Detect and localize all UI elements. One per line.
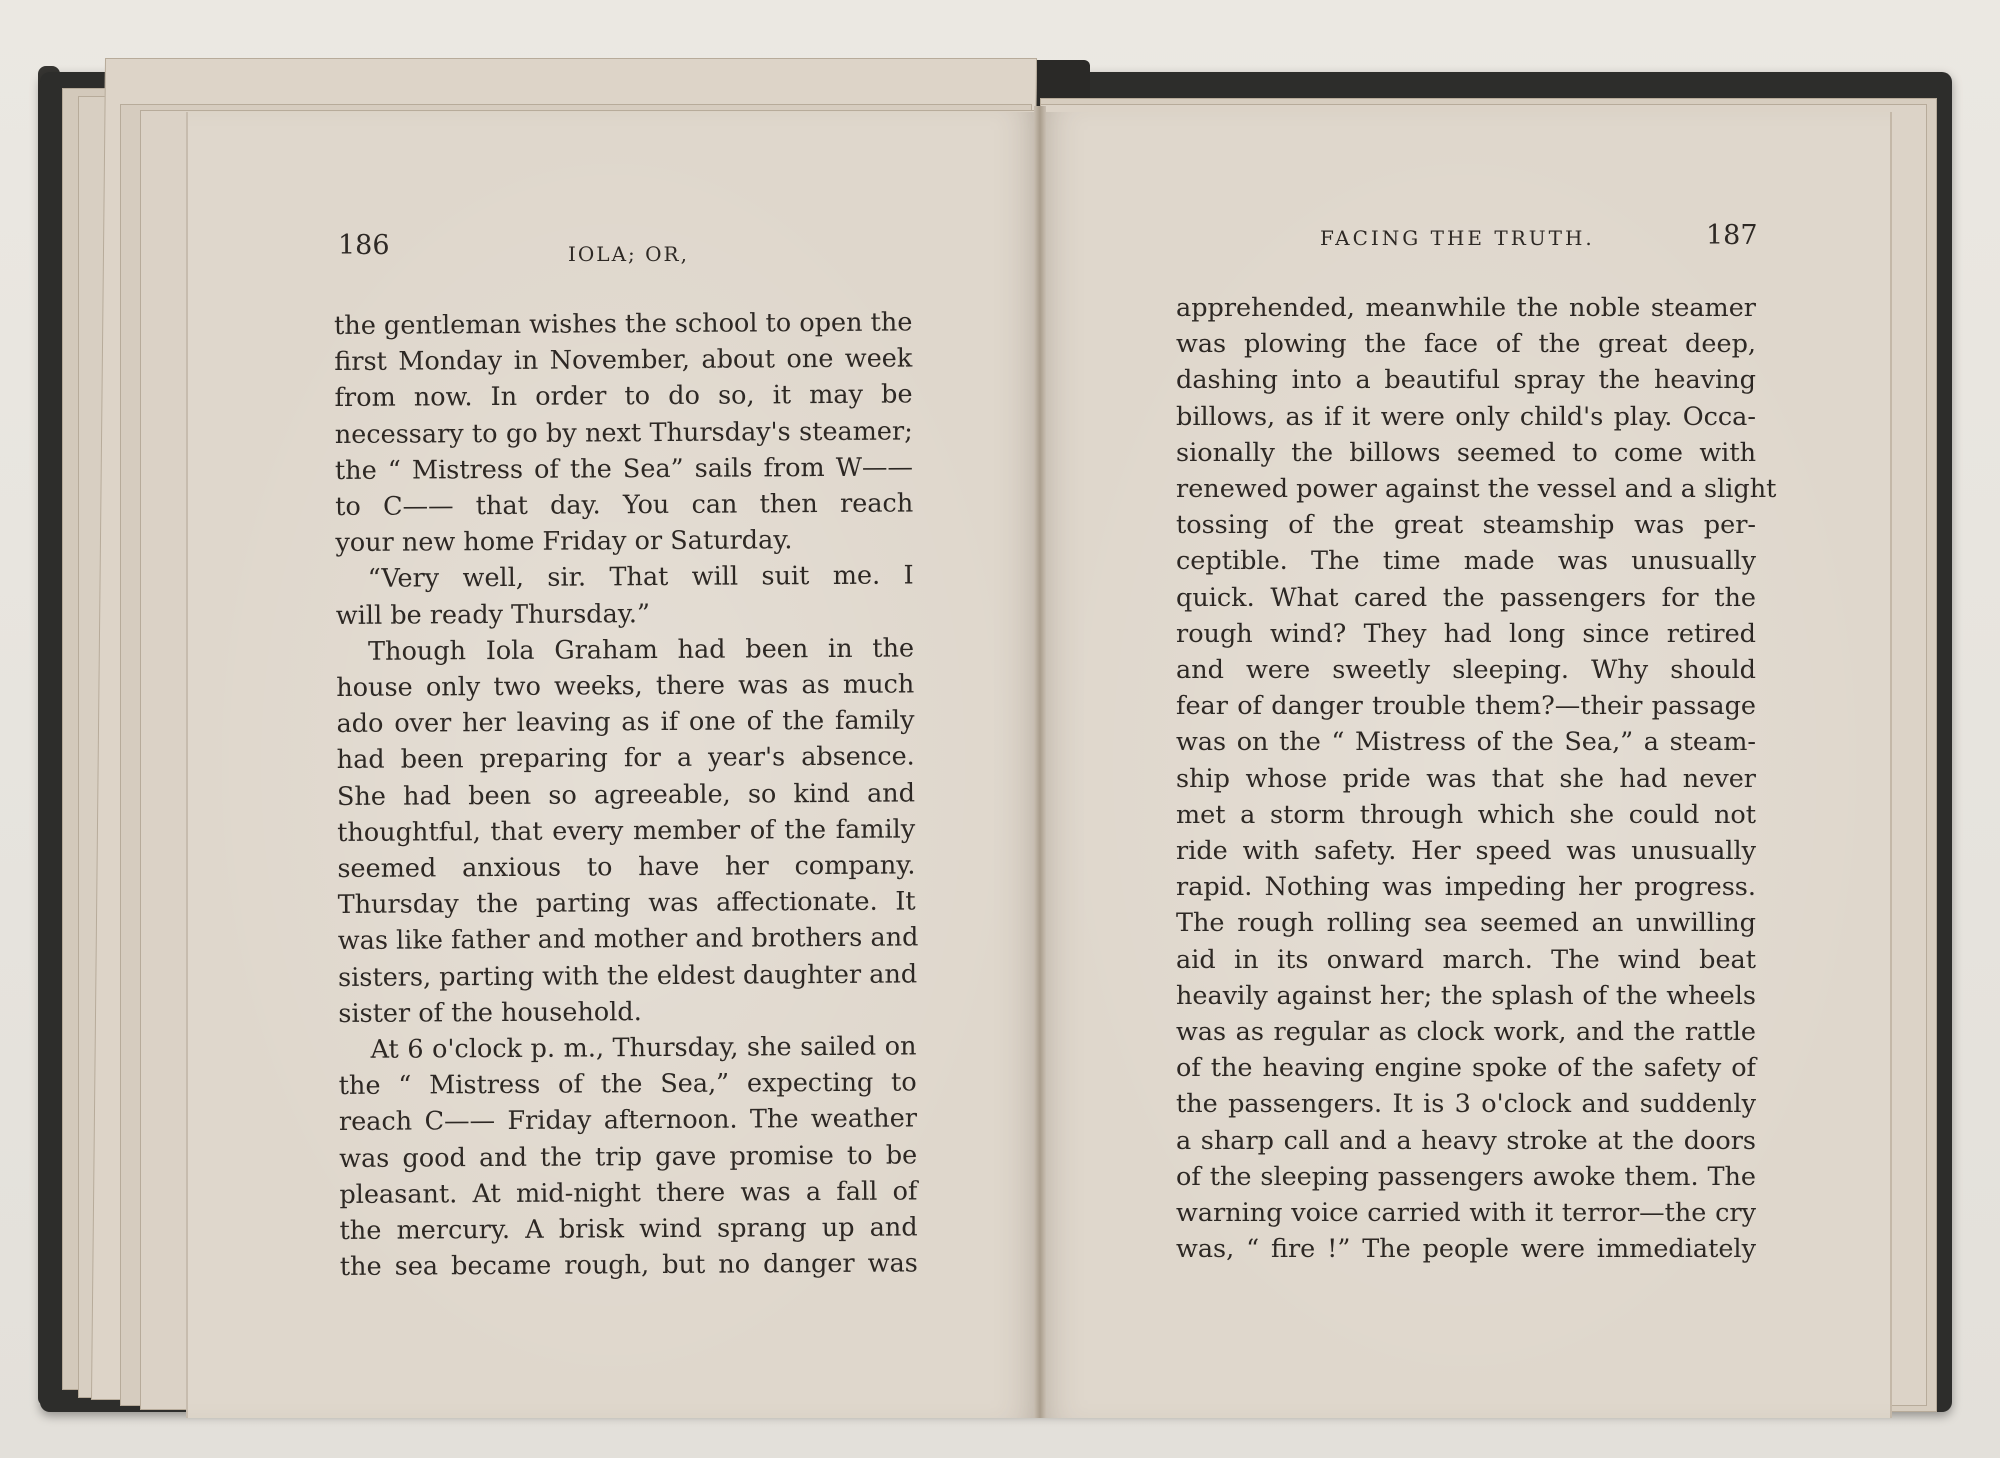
text-line: was, “ fire !” The people were immediately bbox=[1176, 1234, 1756, 1265]
text-line: house only two weeks, there was as much bbox=[336, 669, 915, 704]
text-line: billows, as if it were only child's play. Occa- bbox=[1176, 401, 1756, 432]
text-line: was like father and mother and brothers and bbox=[337, 922, 919, 957]
right-page-text bbox=[1176, 290, 1777, 1267]
text-line: seemed anxious to have her company. bbox=[337, 850, 916, 885]
text-line: the “ Mistress of the Sea,” expecting to bbox=[338, 1067, 917, 1102]
text-line: ado over her leaving as if one of the family bbox=[336, 705, 915, 740]
text-line: sister of the household. bbox=[338, 996, 642, 1029]
text-line: fear of danger trouble them?—their passage bbox=[1176, 691, 1756, 722]
text-line: rough wind? They had long since retired bbox=[1176, 618, 1756, 649]
text-line: apprehended, meanwhile the noble steamer bbox=[1176, 293, 1756, 323]
text-line: to C—— that day. You can then reach bbox=[335, 488, 914, 523]
text-line: met a storm through which she could not bbox=[1176, 799, 1756, 830]
text-line: of the heaving engine spoke of the safety of bbox=[1176, 1053, 1756, 1084]
text-line: and were sweetly sleeping. Why should bbox=[1176, 655, 1756, 686]
text-line: Though Iola Graham had been in the bbox=[368, 633, 915, 667]
text-line: sisters, parting with the eldest daughter and bbox=[337, 959, 918, 993]
text-line: ride with safety. Her speed was unusually bbox=[1176, 836, 1756, 867]
text-line: your new home Friday or Saturday. bbox=[335, 525, 793, 559]
text-line: “Very well, sir. That will suit me. I bbox=[367, 560, 914, 595]
text-line: the passengers. It is 3 o'clock and suddenly bbox=[1176, 1089, 1756, 1120]
left-page-number: 186 bbox=[338, 230, 390, 261]
text-line: thoughtful, that every member of the family bbox=[337, 814, 916, 848]
text-line: necessary to go by next Thursday's steamer; bbox=[334, 416, 913, 450]
text-line: from now. In order to do so, it may be bbox=[334, 379, 913, 414]
text-line: had been preparing for a year's absence. bbox=[336, 741, 915, 776]
text-line: will be ready Thursday.” bbox=[335, 598, 651, 631]
text-line: the sea became rough, but no danger was bbox=[339, 1248, 918, 1283]
text-line: tossing of the great steamship was per- bbox=[1176, 510, 1756, 541]
text-line: of the sleeping passengers awoke them. The bbox=[1176, 1161, 1756, 1192]
text-line: dashing into a beautiful spray the heaving bbox=[1176, 365, 1756, 396]
text-line: renewed power against the vessel and a slight bbox=[1176, 474, 1777, 505]
text-line: first Monday in November, about one week bbox=[334, 343, 913, 378]
left-page-text bbox=[334, 304, 918, 1285]
text-line: quick. What cared the passengers for the bbox=[1176, 582, 1756, 613]
book-gutter bbox=[1034, 106, 1046, 1418]
text-line: pleasant. At mid-night there was a fall of bbox=[339, 1176, 918, 1210]
text-line: ship whose pride was that she had never bbox=[1176, 763, 1756, 794]
text-line: was good and the trip gave promise to be bbox=[339, 1140, 918, 1174]
text-line: sionally the billows seemed to come with bbox=[1176, 437, 1756, 468]
text-line: the “ Mistress of the Sea” sails from W—— bbox=[334, 452, 914, 486]
text-line: the mercury. A brisk wind sprang up and bbox=[339, 1212, 918, 1247]
text-line: ceptible. The time made was unusually bbox=[1176, 546, 1756, 577]
text-line: reach C—— Friday afternoon. The weather bbox=[338, 1103, 918, 1138]
text-line: Thursday the parting was affectionate. It bbox=[337, 886, 916, 921]
text-line: warning voice carried with it terror—the cry bbox=[1176, 1198, 1756, 1229]
text-line: was on the “ Mistress of the Sea,” a steam- bbox=[1176, 727, 1756, 758]
text-line: The rough rolling sea seemed an unwilling bbox=[1176, 908, 1756, 939]
text-line: aid in its onward march. The wind beat bbox=[1176, 944, 1756, 975]
text-line: At 6 o'clock p. m., Thursday, she sailed on bbox=[370, 1031, 917, 1065]
text-line: was as regular as clock work, and the rattle bbox=[1176, 1017, 1756, 1048]
text-line: heavily against her; the splash of the wheels bbox=[1176, 980, 1756, 1011]
left-running-head: IOLA; OR, bbox=[568, 242, 689, 266]
text-line: She had been so agreeable, so kind and bbox=[336, 778, 916, 812]
right-running-head: FACING THE TRUTH. bbox=[1320, 226, 1595, 250]
text-line: rapid. Nothing was impeding her progress. bbox=[1176, 872, 1756, 903]
right-page-number: 187 bbox=[1706, 220, 1758, 251]
text-line: the gentleman wishes the school to open the bbox=[334, 307, 913, 341]
text-line: was plowing the face of the great deep, bbox=[1176, 329, 1756, 360]
text-line: a sharp call and a heavy stroke at the doors bbox=[1176, 1125, 1756, 1156]
